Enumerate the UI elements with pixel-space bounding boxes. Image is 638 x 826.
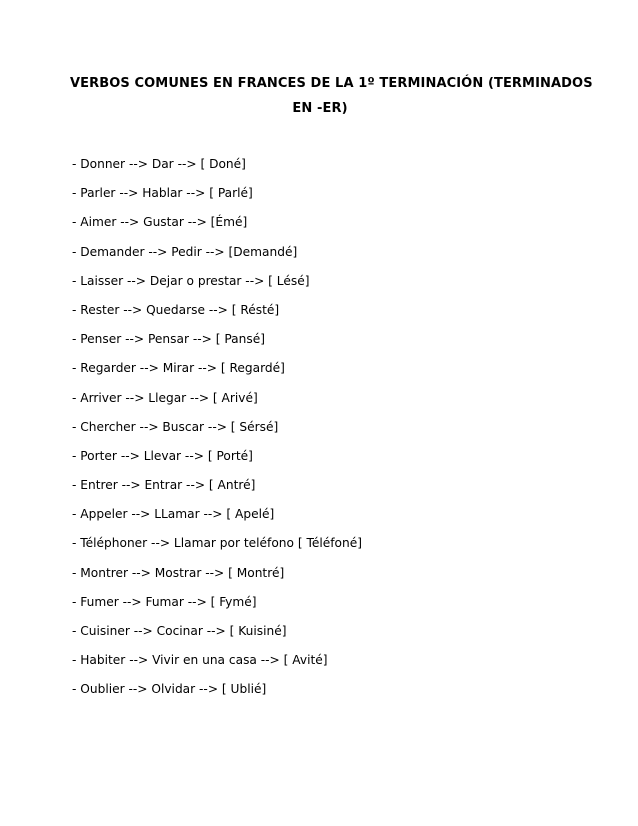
document-title (70, 71, 593, 121)
verb-line: - Laisser --> Dejar o prestar --> [ Lésé] (72, 273, 310, 288)
verb-line: - Fumer --> Fumar --> [ Fymé] (72, 594, 257, 609)
verb-line: - Habiter --> Vivir en una casa --> [ Avité] (72, 653, 328, 668)
verb-line: - Porter --> Llevar --> [ Porté] (72, 448, 253, 463)
verb-line: - Téléphoner --> Llamar por teléfono [ Téléfoné] (72, 536, 362, 551)
verb-line: - Rester --> Quedarse --> [ Résté] (72, 302, 280, 317)
verb-line: - Regarder --> Mirar --> [ Regardé] (72, 361, 285, 376)
verb-line: - Appeler --> LLamar --> [ Apelé] (72, 507, 275, 522)
verb-line: - Entrer --> Entrar --> [ Antré] (72, 478, 256, 493)
verb-line: - Arriver --> Llegar --> [ Arivé] (72, 390, 258, 405)
verb-line: - Penser --> Pensar --> [ Pansé] (72, 332, 265, 347)
title-line-2: EN -ER) (292, 101, 348, 116)
verb-line: - Montrer --> Mostrar --> [ Montré] (72, 565, 285, 580)
verb-list (72, 150, 592, 705)
title-line-1: VERBOS COMUNES EN FRANCES DE LA 1º TERMINACIÓN (TERMINADOS (70, 76, 593, 91)
verb-line: - Aimer --> Gustar --> [Émé] (72, 215, 248, 230)
verb-line: - Oublier --> Olvidar --> [ Ublié] (72, 682, 267, 697)
verb-line: - Demander --> Pedir --> [Demandé] (72, 244, 298, 259)
verb-line: - Parler --> Hablar --> [ Parlé] (72, 186, 253, 201)
verb-line: - Chercher --> Buscar --> [ Sérsé] (72, 419, 279, 434)
verb-line: - Donner --> Dar --> [ Doné] (72, 157, 246, 171)
verb-line: - Cuisiner --> Cocinar --> [ Kuisiné] (72, 624, 287, 638)
